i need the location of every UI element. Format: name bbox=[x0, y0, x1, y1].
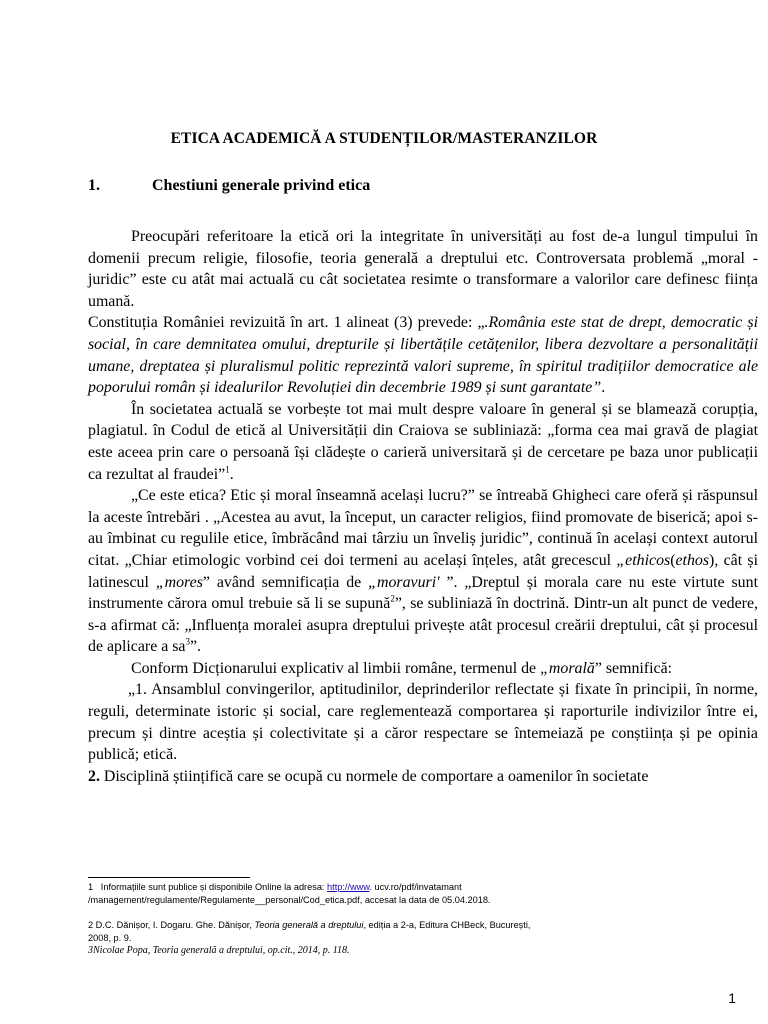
page-number: 1 bbox=[728, 990, 736, 1006]
footnote-ref-2: 2 bbox=[390, 593, 395, 604]
footnote-1-text-end: . ucv.ro/pdf/invatamant /management/regulamente/Regulamente__personal/Cod_etica.pdf, accesat la data de 05.04.2018. bbox=[88, 882, 491, 905]
paragraph-3-text: În societatea actuală se vorbește tot mai mult despre valoare în general și se blamează corupția, plagiatul. în Codul de etică al Universității din Craiova se subliniază: „forma cea mai gravă de plagiat este aceea prin care o persoană își clădește o carieră universitară și de cercetare pe baza unor publicații ca rezultat al fraudei” bbox=[88, 400, 758, 483]
paragraph-4-g: ”. bbox=[190, 638, 202, 656]
section-title: Chestiuni generale privind etica bbox=[152, 177, 371, 194]
footnote-2-title: Teoria generală a dreptului bbox=[254, 920, 364, 930]
paragraph-2 bbox=[88, 312, 758, 398]
section-number: 1. bbox=[88, 177, 100, 194]
definition-number-2: 2. bbox=[88, 767, 100, 785]
footnote-1 bbox=[88, 881, 718, 906]
footnote-ref-1: 1 bbox=[225, 464, 230, 475]
footnote-1-text: Informațiile sunt publice și disponibile Online la adresa: bbox=[100, 882, 328, 892]
paragraph-4-b: ( bbox=[670, 551, 676, 569]
constitution-quote: .România este stat de drept, democratic și social, în care demnitatea omului, drepturile și libertățile cetățenilor, libera dezvoltare a personalității umane, dreptatea și pluralismul politic reprezintă valori supreme, în spiritul tradițiilor democratice ale poporului român și idealurilor Revoluției din decembrie 1989 și sunt garantate” bbox=[88, 314, 758, 397]
paragraph-1: Preocupări referitoare la etică ori la integritate în universități au fost de-a lungul timpului în domenii precum religie, filosofie, teoria generală a dreptului etc. Controversata problemă „moral - juridic” este cu atât mai actuală cu cât societatea resimte o transformare a valorilor care definesc ființa umană. bbox=[88, 228, 758, 310]
paragraph-5-a: Conform Dicționarului explicativ al limbii române, termenul de bbox=[131, 659, 541, 677]
paragraph-4-c: ), cât și latinescul bbox=[88, 551, 758, 591]
term-mores: „mores bbox=[155, 573, 203, 591]
paragraph-2-lead: Constituția României revizuită în art. 1 alineat (3) prevede: „ bbox=[88, 314, 485, 332]
paragraph-4-d: ” având semnificația de bbox=[202, 573, 369, 591]
paragraph-4 bbox=[88, 485, 758, 658]
document-body bbox=[88, 226, 758, 787]
footnote-1-link[interactable]: http://www bbox=[327, 882, 370, 892]
term-ethicos: „ethicos bbox=[616, 551, 671, 569]
paragraph-4-f: ”, se subliniază în doctrină. Dintr-un alt punct de vedere, s-a afirmat că: „Influența moralei asupra dreptului privește atât procesul creării dreptului, cât și procesul de aplicare a sa bbox=[88, 595, 758, 656]
footnote-2-text-mid: , ediția a 2-a, Editura CHBeck, București, bbox=[363, 920, 531, 930]
footnote-separator bbox=[88, 877, 250, 878]
footnote-1-number: 1 bbox=[88, 882, 94, 892]
footnote-ref-3: 3 bbox=[185, 636, 190, 647]
footnote-2 bbox=[88, 919, 718, 944]
paragraph-3 bbox=[88, 399, 758, 485]
paragraph-4-a: „Ce este etica? Etic și moral înseamnă același lucru?” se întreabă Ghigheci care oferă și răspunsul la aceste întrebări . „Acestea au avut, la început, un caracter religios, fiind promovate de biserică; apoi s-au îmbinat cu regulile etice, îmbrăcând mai târziu un înveliș juridic”, continuă în același context autorul citat. „Chiar etimologic vorbind cei doi termeni au același înțeles, atât grecescul bbox=[88, 487, 758, 569]
term-ethos: ethos bbox=[675, 551, 710, 569]
paragraph-3-end: . bbox=[229, 465, 234, 483]
term-moravuri: „moravuri' bbox=[368, 573, 447, 591]
term-morala: „morală bbox=[540, 659, 595, 677]
paragraph-5 bbox=[88, 658, 758, 680]
paragraph-6: „1. Ansamblul convingerilor, aptitudinilor, deprinderilor reflectate și fixate în principii, în norme, reguli, determinate istoric și social, care reglementează comportarea și raporturile indivizilor între ei, precum și dintre aceștia și colectivitate și a căror respectare se întemeiază pe conștiința și pe opinia publică; etică. bbox=[88, 681, 758, 764]
document-title: ETICA ACADEMICĂ A STUDENȚILOR/MASTERANZILOR bbox=[170, 130, 598, 147]
footnote-3: 3Nicolae Popa, Teoria generală a dreptului, op.cit., 2014, p. 118. bbox=[88, 945, 350, 956]
paragraph-4-e: ”. „Dreptul și morala care nu este virtute sunt instrumente cărora omul trebuie să li se supună bbox=[88, 573, 758, 613]
footnote-2-text: 2 D.C. Dănișor, I. Dogaru. Ghe. Dănișor, bbox=[88, 920, 255, 930]
paragraph-5-b: ” semnifică: bbox=[594, 659, 673, 677]
paragraph-7-text: Disciplină științifică care se ocupă cu normele de comportare a oamenilor în societate bbox=[99, 767, 649, 785]
paragraph-2-end: . bbox=[601, 379, 606, 397]
paragraph-7 bbox=[88, 766, 758, 788]
footnote-2-text-end: 2008, p. 9. bbox=[88, 932, 132, 943]
